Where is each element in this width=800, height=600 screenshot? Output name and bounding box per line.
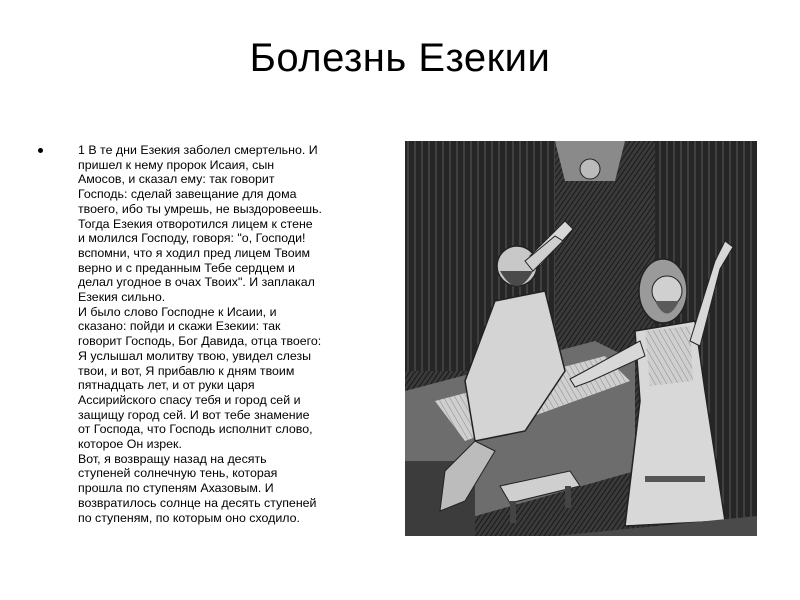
text-line: Ассирийского спасу тебя и город сей и [78, 392, 301, 407]
text-line: которое Он изрек. [78, 437, 182, 452]
text-line: Господь: сделай завещание для дома [78, 187, 297, 202]
canopy-medallion [580, 159, 600, 179]
text-line: делал угодное в очах Твоих". И заплакал [78, 275, 315, 290]
text-line: твоего, ибо ты умрешь, не выздоровеешь. [78, 201, 322, 216]
bullet-dot [38, 148, 43, 153]
text-line: Вот, я возвращу назад на десять [78, 451, 267, 466]
text-line: твои, и вот, Я прибавлю к дням твоим [78, 363, 295, 378]
text-line: по ступеням, по которым оно сходило. [78, 510, 301, 525]
text-line: Езекия сильно. [78, 290, 166, 305]
text-line: защищу город сей. И вот тебе знамение [78, 407, 310, 422]
text-line: ступеней солнечную тень, которая [78, 466, 278, 481]
scripture-text [78, 143, 408, 525]
text-line: сказано: пойди и скажи Езекии: так [78, 319, 281, 334]
text-line: прошла по ступеням Ахазовым. И [78, 481, 274, 496]
text-line: верно и с преданным Тебе сердцем и [78, 260, 295, 275]
text-line: возвратилось солнце на десять ступеней [78, 495, 317, 510]
text-line: вспомни, что я ходил пред лицем Твоим [78, 245, 311, 260]
text-line: пятнадцать лет, и от руки царя [78, 378, 255, 393]
text-line: от Господа, что Господь исполнит слово, [78, 422, 313, 437]
text-line: пришел к нему пророк Исаия, сын [78, 157, 275, 172]
text-line: 1 В те дни Езекия заболел смертельно. И [78, 143, 318, 157]
text-line: Тогда Езекия отворотился лицем к стене [78, 216, 313, 231]
slide-title: Болезнь Езекии [249, 36, 551, 80]
text-line: говорит Господь, Бог Давида, отца твоего: [78, 334, 322, 349]
text-line: Амосов, и сказал ему: так говорит [78, 172, 275, 187]
text-line: Я услышал молитву твою, увидел слезы [78, 348, 312, 363]
illustration-engraving [405, 141, 757, 536]
text-line: и молился Господу, говоря: "о, Господи! [78, 231, 306, 246]
text-line: И было слово Господне к Исаии, и [78, 304, 277, 319]
